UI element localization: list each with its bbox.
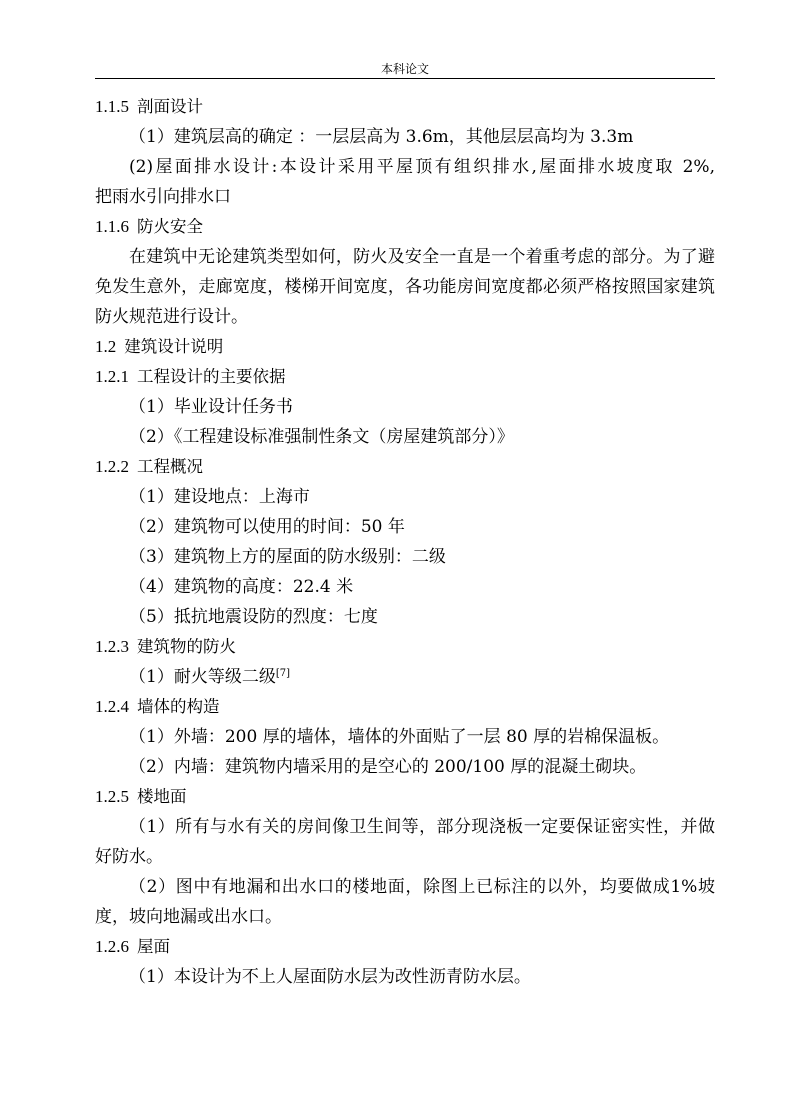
list-item-text: （1）耐火等级二级: [129, 667, 276, 687]
heading-1-1-5: [95, 92, 715, 122]
paragraph: 把雨水引向排水口: [95, 187, 231, 207]
page-header: 本科论文: [380, 62, 429, 76]
section-number: 1.2.5: [95, 787, 129, 806]
document-body: [95, 92, 715, 992]
section-title: 墙体的构造: [137, 697, 220, 716]
heading-1-2-3: [95, 632, 715, 662]
section-title: 剖面设计: [137, 97, 203, 116]
list-item: （2）内墙：建筑物内墙采用的是空心的 200/100 厚的混凝土砌块。: [129, 757, 647, 777]
section-number: 1.2.1: [95, 367, 129, 386]
list-item: （1）建设地点：上海市: [129, 487, 310, 507]
header-rule: [95, 78, 715, 79]
list-item: （1）外墙：200 厚的墙体，墙体的外面贴了一层 80 厚的岩棉保温板。: [129, 727, 670, 747]
section-title: 建筑物的防火: [137, 637, 236, 656]
paragraph: (2)屋面排水设计:本设计采用平屋顶有组织排水,屋面排水坡度取 2%,: [129, 157, 715, 177]
paragraph: （1）所有与水有关的房间像卫生间等，部分现浇板一定要保证密实性，并做好防水。: [95, 817, 715, 867]
list-item: （2）建筑物可以使用的时间：50 年: [129, 517, 405, 537]
paragraph: 在建筑中无论建筑类型如何，防火及安全一直是一个着重考虑的部分。为了避免发生意外，走廊宽度，楼梯开间宽度，各功能房间宽度都必须严格按照国家建筑防火规范进行设计。: [95, 247, 715, 327]
section-number: 1.2.3: [95, 637, 129, 656]
section-number: 1.2: [95, 337, 117, 356]
section-number: 1.2.6: [95, 937, 129, 956]
citation-reference: [7]: [275, 668, 290, 679]
section-title: 建筑设计说明: [124, 337, 224, 356]
section-number: 1.2.2: [95, 457, 129, 476]
list-item: [95, 662, 715, 692]
heading-1-1-6: [95, 212, 715, 242]
section-title: 楼地面: [137, 787, 187, 806]
heading-1-2-4: [95, 692, 715, 722]
list-item: （2）《工程建设标准强制性条文（房屋建筑部分）》: [129, 427, 514, 447]
section-title: 工程设计的主要依据: [137, 367, 286, 386]
heading-1-2-2: [95, 452, 715, 482]
list-item: （5）抵抗地震设防的烈度：七度: [129, 607, 378, 627]
section-title: 工程概况: [137, 457, 203, 476]
section-number: 1.1.5: [95, 97, 129, 116]
section-title: 防火安全: [137, 217, 203, 236]
section-title: 屋面: [137, 937, 170, 956]
section-number: 1.2.4: [95, 697, 129, 716]
list-item: （1）本设计为不上人屋面防水层为改性沥青防水层。: [129, 967, 531, 987]
heading-1-2: [95, 332, 715, 362]
heading-1-2-1: [95, 362, 715, 392]
heading-1-2-6: [95, 932, 715, 962]
heading-1-2-5: [95, 782, 715, 812]
paragraph: （1）建筑层高的确定 ：一层层高为 3.6m，其他层层高均为 3.3m: [129, 127, 634, 147]
list-item: （1）毕业设计任务书: [129, 397, 293, 417]
paragraph: （2）图中有地漏和出水口的楼地面，除图上已标注的以外，均要做成1%坡度，坡向地漏或出水口。: [95, 877, 715, 927]
list-item: （4）建筑物的高度：22.4 米: [129, 577, 354, 597]
section-number: 1.1.6: [95, 217, 129, 236]
list-item: （3）建筑物上方的屋面的防水级别：二级: [129, 547, 446, 567]
